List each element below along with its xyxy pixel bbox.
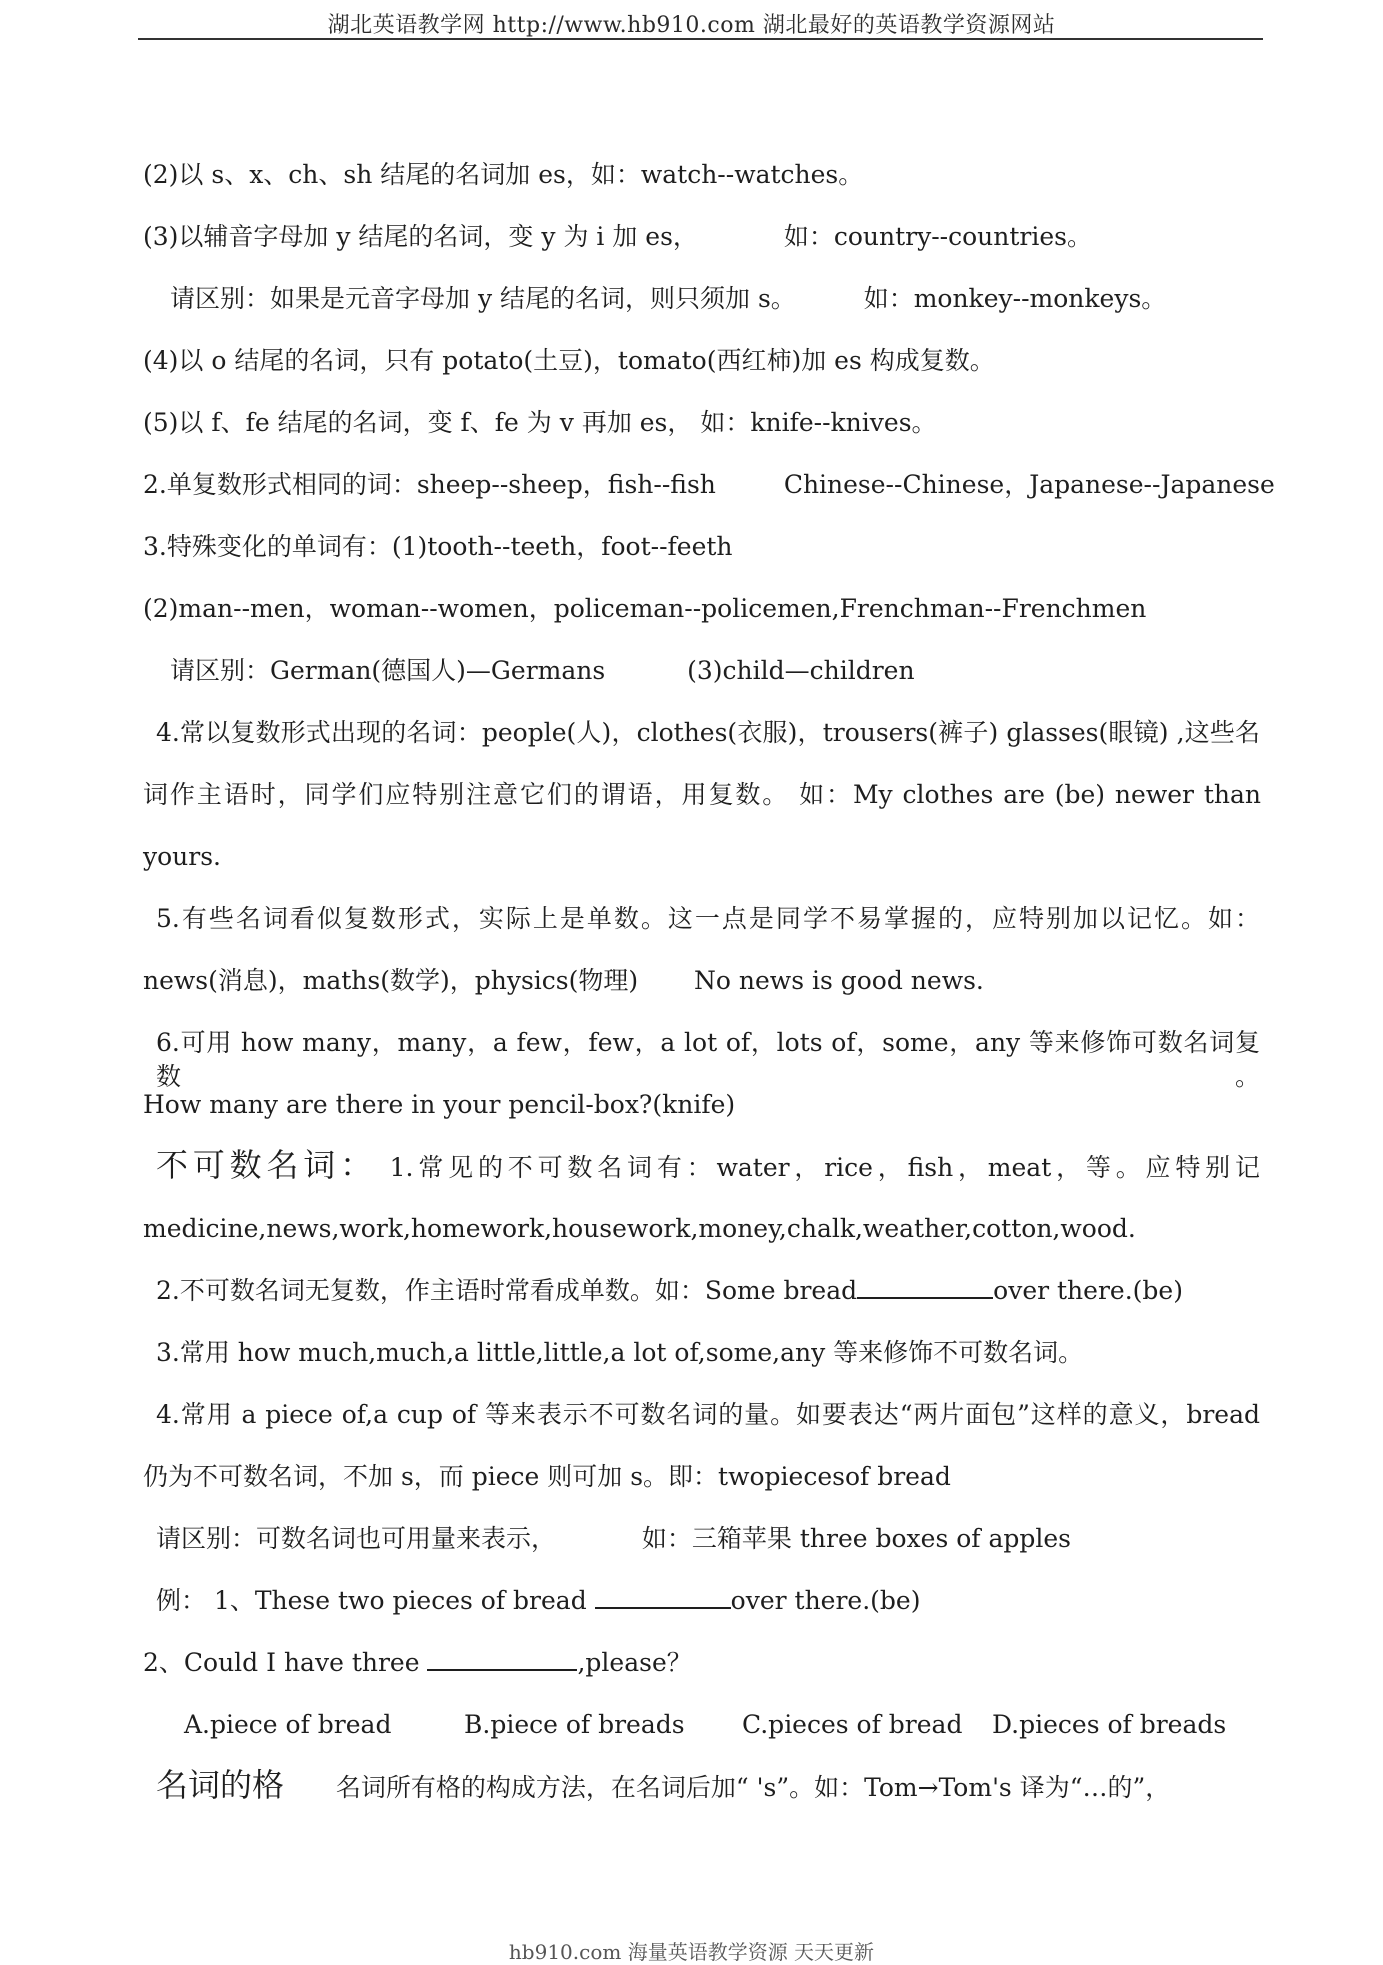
rule-5-text: (5)以 f、fe 结尾的名词，变 f、fe 为 v 再加 es， 如：knife--knives。 (143, 408, 937, 437)
example-1-end: over there.(be) (730, 1586, 921, 1615)
rule-3-line (143, 220, 1092, 254)
uncountable-list: medicine,news,work,homework,housework,money,chalk,weather,cotton,wood. (143, 1214, 1136, 1243)
distinction-line-1 (170, 282, 1166, 316)
possessive-line (156, 1768, 1170, 1805)
same-form-examples: Chinese--Chinese，Japanese--Japanese (783, 470, 1275, 499)
option-b: B.piece of breads (464, 1710, 685, 1739)
possessive-text: 名词所有格的构成方法，在名词后加“ 's”。如：Tom→Tom's 译为“…的”， (335, 1773, 1171, 1802)
option-a: A.piece of bread (184, 1710, 392, 1739)
example-2-text: 2、Could I have three (143, 1648, 420, 1677)
uncountable-intro: 1.常见的不可数名词有：water，rice，fish，meat，等。应特别记 (389, 1153, 1260, 1182)
example-2-end: ,please？ (577, 1648, 692, 1677)
measure-words-text: 4.常用 a piece of,a cup of 等来表示不可数名词的量。如要表达“两片面包”这样的意义，bread (156, 1400, 1260, 1429)
distinction-2-text: 请区别：German(德国人)—Germans (170, 656, 606, 685)
plural-only-text: 4.常以复数形式出现的名词：people(人)，clothes(衣服)，trousers(裤子) glasses(眼镜) ,这些名 (156, 718, 1260, 747)
uncountable-heading: 不可数名词： (156, 1146, 377, 1184)
option-c: C.pieces of bread (742, 1710, 963, 1739)
plural-only-text-cont: 词作主语时，同学们应特别注意它们的谓语，用复数。 如：My clothes are (be) newer than (143, 780, 1261, 809)
measure-words-text-cont: 仍为不可数名词，不加 s，而 piece 则可加 s。即：twopiecesof bread (143, 1462, 951, 1491)
possessive-heading: 名词的格 (156, 1766, 285, 1804)
answer-blank (427, 1647, 577, 1671)
singular-meaning-line (143, 964, 984, 998)
rule-2-text: (2)以 s、x、ch、sh 结尾的名词加 es，如：watch--watches。 (143, 160, 864, 189)
irregular-men-text: (2)man--men，woman--women，policeman--policemen,Frenchman--Frenchmen (143, 594, 1147, 623)
answer-blank (857, 1275, 993, 1299)
uncountable-singular-text: 2.不可数名词无复数，作主语时常看成单数。如：Some bread (156, 1276, 858, 1305)
countable-example: How many are there in your pencil-box?(knife) (143, 1090, 736, 1119)
plural-only-text-end: yours. (143, 842, 222, 871)
same-form-text: 2.单复数形式相同的词：sheep--sheep，fish--fish (143, 470, 716, 499)
distinction-1-example: 如：monkey--monkeys。 (863, 284, 1167, 313)
singular-meaning-sentence: No news is good news. (694, 966, 984, 995)
uncountable-heading-line (156, 1148, 1260, 1185)
uncountable-singular-end: over there.(be) (993, 1276, 1183, 1305)
page-footer: hb910.com 海量英语教学资源 天天更新 (508, 1940, 875, 1964)
option-d: D.pieces of breads (992, 1710, 1227, 1739)
distinction-3-example: 如：三箱苹果 three boxes of apples (641, 1524, 1072, 1553)
distinction-line-3 (156, 1522, 1071, 1556)
example-1-text: 例： 1、These two pieces of bread (156, 1586, 587, 1615)
page-header: 湖北英语教学网 http://www.hb910.com 湖北最好的英语教学资源网站 (327, 13, 1056, 38)
singular-meaning-examples: news(消息)，maths(数学)，physics(物理) (143, 966, 639, 995)
example-1-line (156, 1584, 920, 1618)
header-rule (138, 38, 1263, 40)
answer-blank (595, 1585, 731, 1609)
singular-meaning-text: 5.有些名词看似复数形式，实际上是单数。这一点是同学不易掌握的，应特别加以记忆。如： (156, 904, 1260, 933)
distinction-1-text: 请区别：如果是元音字母加 y 结尾的名词，则只须加 s。 (170, 284, 796, 313)
distinction-3-text: 请区别：可数名词也可用量来表示， (156, 1524, 557, 1553)
countable-modifiers-text: 6.可用 how many，many，a few，few，a lot of，lots of，some，any 等来修饰可数名词复数。 (156, 1028, 1260, 1091)
rule-3-example: 如：country--countries。 (783, 222, 1092, 251)
rule-3-text: (3)以辅音字母加 y 结尾的名词，变 y 为 i 加 es， (143, 222, 698, 251)
example-2-line (143, 1646, 692, 1680)
uncountable-modifiers-text: 3.常用 how much,much,a little,little,a lot of,some,any 等来修饰不可数名词。 (156, 1338, 1084, 1367)
rule-4-text: (4)以 o 结尾的名词，只有 potato(土豆)，tomato(西红柿)加 es 构成复数。 (143, 346, 995, 375)
distinction-line-2 (170, 654, 915, 688)
same-form-line (143, 468, 1275, 502)
uncountable-singular-line (156, 1274, 1183, 1308)
irregular-text: 3.特殊变化的单词有：(1)tooth--teeth，foot--feeth (143, 532, 733, 561)
distinction-2-example: (3)child—children (687, 656, 915, 685)
